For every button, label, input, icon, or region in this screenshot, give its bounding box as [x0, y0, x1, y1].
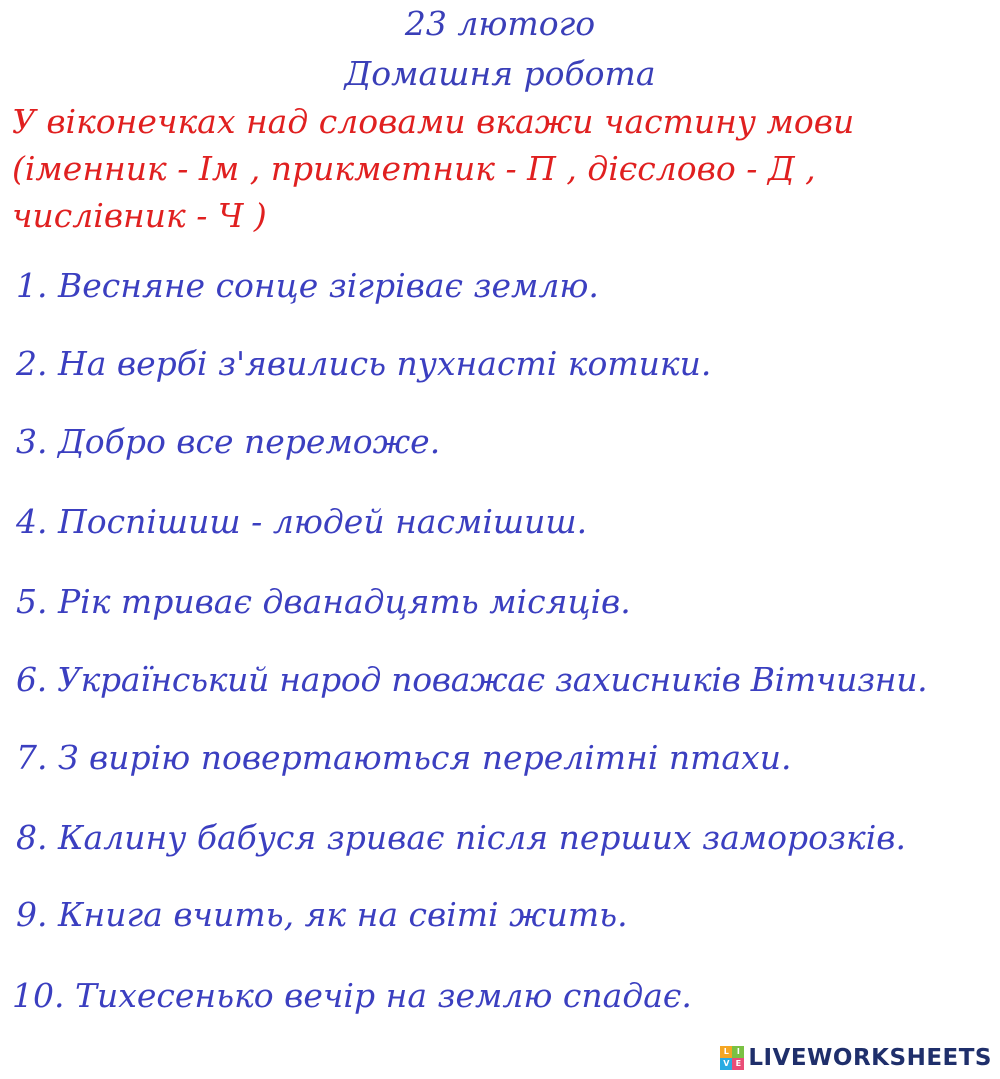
logo-letter: L	[720, 1046, 732, 1058]
instructions-line: числівник - Ч )	[12, 196, 267, 235]
sentence-item: 9. Книга вчить, як на світі жить.	[16, 895, 628, 934]
worksheet-date: 23 лютого	[404, 4, 596, 43]
instructions-block	[12, 98, 972, 239]
sentence-item: 2. На вербі з'явились пухнасті котики.	[16, 344, 712, 383]
logo-letter: V	[720, 1058, 732, 1070]
sentence-item: 5. Рік триває дванадцять місяців.	[16, 582, 631, 621]
sentence-item: 6. Український народ поважає захисників Вітчизни.	[16, 660, 928, 699]
sentence-item: 1. Весняне сонце зігріває землю.	[16, 266, 599, 305]
sentence-item: 3. Добро все переможе.	[16, 422, 441, 461]
instructions-line: У віконечках над словами вкажи частину мови	[12, 102, 855, 141]
instructions-line: (іменник - Ім , прикметник - П , дієслово - Д ,	[12, 149, 816, 188]
sentence-item: 10. Тихесенько вечір на землю спадає.	[12, 976, 692, 1015]
sentence-item: 8. Калину бабуся зриває після перших заморозків.	[16, 818, 906, 857]
sentence-item: 7. З вирію повертаються перелітні птахи.	[16, 738, 792, 777]
logo-letter: I	[732, 1046, 744, 1058]
liveworksheets-logo-icon	[720, 1046, 744, 1070]
sentence-item: 4. Поспішиш - людей насмішиш.	[16, 502, 588, 541]
liveworksheets-branding[interactable]	[720, 1045, 992, 1071]
logo-letter: E	[732, 1058, 744, 1070]
liveworksheets-wordmark: LIVEWORKSHEETS	[748, 1045, 992, 1071]
worksheet-title: Домашня робота	[344, 54, 656, 93]
